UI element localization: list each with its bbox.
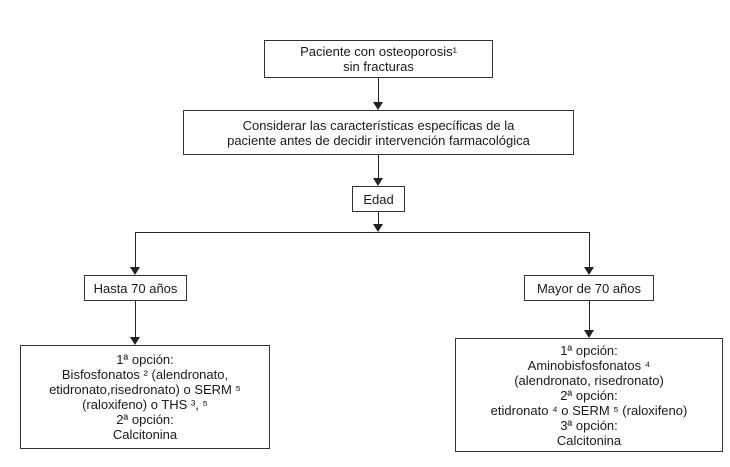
arrowhead-down-icon (373, 224, 383, 232)
node-over-70 (524, 275, 654, 301)
option-line: etidronato ⁴ o SERM ⁵ (raloxifeno) (490, 402, 688, 418)
arrowhead-down-icon (584, 267, 594, 275)
connector-split-under70-line (135, 232, 136, 267)
option-line: 1ª opción: (560, 342, 618, 358)
node-patient-line-2: sin fracturas (343, 59, 414, 74)
node-consider-line-2: paciente antes de decidir intervención farmacológica (227, 132, 530, 148)
connector-patient-consider-line (378, 78, 379, 102)
arrowhead-down-icon (130, 337, 140, 345)
arrowhead-down-icon (373, 178, 383, 186)
arrowhead-down-icon (130, 267, 140, 275)
connector-under70-options-line (135, 301, 136, 337)
connector-consider-age-line (378, 155, 379, 178)
connector-age-split-line (378, 212, 379, 224)
node-patient-line-1: Paciente con osteoporosis¹ (300, 44, 457, 59)
node-age (352, 186, 405, 212)
arrowhead-down-icon (373, 102, 383, 110)
node-under-70 (84, 275, 187, 301)
option-line: (raloxifeno) o THS ³, ⁵ (82, 397, 208, 412)
arrowhead-down-icon (584, 330, 594, 338)
option-line: Bisfosfonatos ² (alendronato, (61, 367, 229, 382)
option-line: Calcitonina (112, 427, 178, 442)
option-line: 3ª opción: (560, 417, 618, 433)
option-line: Calcitonina (556, 432, 622, 448)
node-options-over-70 (455, 338, 723, 452)
node-consider (183, 110, 574, 155)
node-under-70-label: Hasta 70 años (93, 280, 178, 296)
node-over-70-label: Mayor de 70 años (536, 280, 642, 296)
node-options-under-70 (20, 345, 270, 449)
option-line: etidronato,risedronato) o SERM ⁵ (49, 382, 241, 397)
node-age-label: Edad (363, 191, 394, 207)
node-patient (264, 40, 493, 78)
option-line: Aminobisfosfonatos ⁴ (527, 357, 651, 373)
option-line: (alendronato, risedronato) (514, 372, 664, 388)
node-consider-line-1: Considerar las características específicas de la (242, 117, 515, 133)
connector-over70-options-line (589, 301, 590, 330)
option-line: 2ª opción: (116, 412, 174, 427)
connector-split-horizontal-line (135, 232, 590, 233)
option-line: 1ª opción: (116, 352, 174, 367)
option-line: 2ª opción: (560, 387, 618, 403)
connector-split-over70-line (589, 232, 590, 267)
